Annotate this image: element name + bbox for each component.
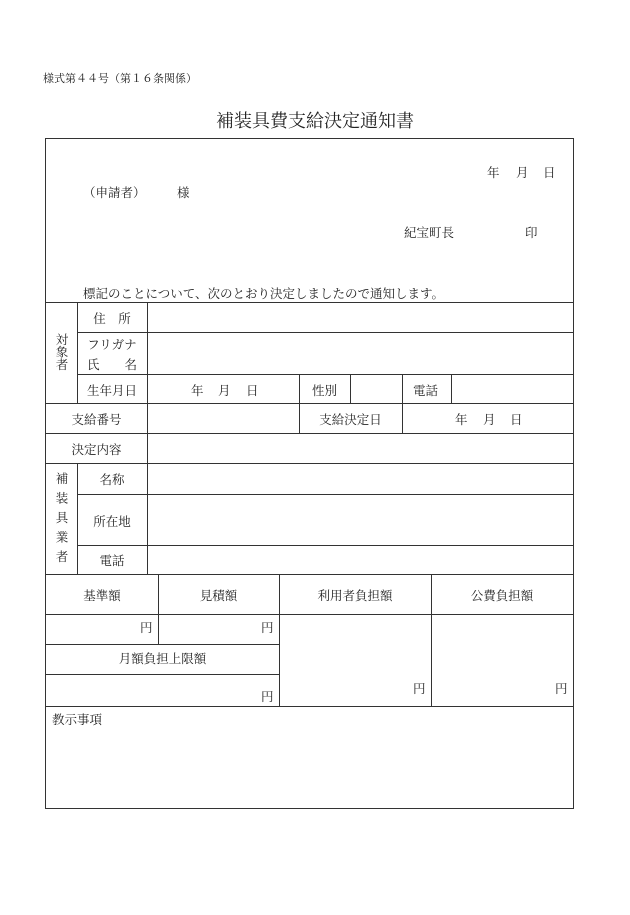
vendor-phone-label: 電話 [99, 553, 125, 568]
applicant-suffix: 様 [177, 185, 190, 200]
form-number: 様式第４４号（第１６条関係） [43, 72, 197, 85]
name-label: 氏 名 [86, 357, 137, 372]
column-divider [402, 374, 403, 433]
payment-number-label: 支給番号 [71, 412, 122, 427]
vendor-group-label: 補装具業者 [54, 472, 69, 570]
decision-content-label: 決定内容 [71, 442, 122, 457]
vendor-name-label: 名称 [99, 472, 125, 487]
phone-label: 電話 [413, 383, 439, 398]
vendor-location-label: 所在地 [93, 514, 131, 529]
row-divider [77, 494, 573, 495]
row-divider [77, 332, 573, 333]
row-divider [46, 706, 573, 707]
monthly-limit-yen: 円 [261, 689, 274, 704]
birth-year: 年 [191, 383, 204, 398]
column-divider [350, 374, 351, 403]
row-divider [46, 644, 279, 645]
row-divider [46, 674, 279, 675]
instructions-label: 教示事項 [52, 712, 103, 727]
row-divider [77, 374, 573, 375]
estimate-yen: 円 [261, 620, 274, 635]
column-divider [147, 302, 148, 574]
furigana-label: フリガナ [87, 337, 137, 352]
sex-label: 性別 [312, 383, 338, 398]
decision-date-year: 年 [455, 412, 468, 427]
column-divider [158, 574, 159, 644]
birth-label: 生年月日 [86, 383, 137, 398]
decision-date-label: 支給決定日 [319, 412, 382, 427]
notice-date-month: 月 [516, 165, 529, 180]
address-label: 住 所 [93, 311, 131, 326]
seal-mark: 印 [525, 225, 538, 240]
row-divider [77, 545, 573, 546]
public-burden-yen: 円 [555, 681, 568, 696]
row-divider [46, 403, 573, 404]
notice-date-day: 日 [543, 165, 556, 180]
standard-amount-label: 基準額 [83, 588, 121, 603]
column-divider [451, 374, 452, 403]
public-burden-label: 公費負担額 [470, 588, 534, 603]
intro-text: 標記のことについて、次のとおり決定しましたので通知します。 [83, 286, 445, 301]
user-burden-yen: 円 [413, 681, 426, 696]
row-divider [46, 433, 573, 434]
mayor-title: 紀宝町長 [404, 225, 455, 240]
notice-form [45, 138, 574, 809]
decision-date-day: 日 [510, 412, 523, 427]
standard-yen: 円 [140, 620, 153, 635]
birth-day: 日 [246, 383, 259, 398]
user-burden-label: 利用者負担額 [317, 588, 393, 603]
row-divider [46, 463, 573, 464]
document-title: 補装具費支給決定通知書 [216, 111, 414, 132]
applicant-label: （申請者） [83, 185, 146, 200]
estimate-amount-label: 見積額 [199, 588, 238, 603]
subject-group-label: 対象者 [54, 333, 69, 371]
row-divider [46, 614, 573, 615]
monthly-limit-label: 月額負担上限額 [118, 651, 207, 666]
row-divider [46, 302, 573, 303]
notice-date-year: 年 [487, 165, 500, 180]
row-divider [46, 574, 573, 575]
decision-date-month: 月 [483, 412, 496, 427]
birth-month: 月 [218, 383, 231, 398]
